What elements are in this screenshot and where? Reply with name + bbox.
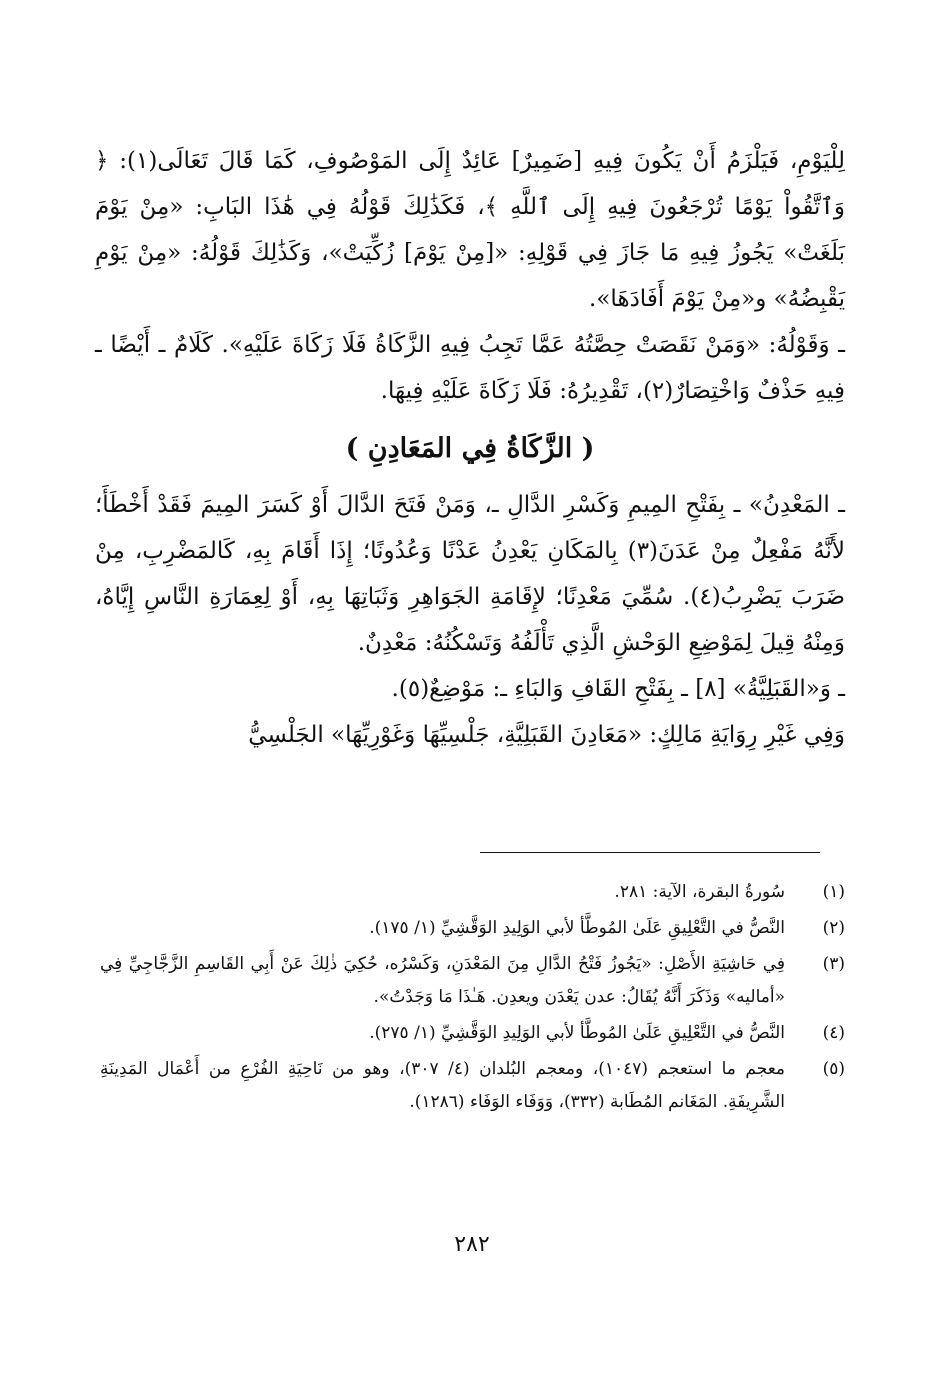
footnote-number: (٣) [822,954,845,974]
footnote-item [100,1017,845,1050]
footnote-text: النَّصُّ في التَّعْلِيقِ عَلَىٰ المُوطَّأ لأبي الوَلِيدِ الوَقَّشِيِّ (١/ ١٧٥). [369,918,785,938]
footnote-number: (٤) [822,1023,845,1043]
footnote-text: النَّصُّ في التَّعْلِيقِ عَلَىٰ المُوطَّأ لأبي الوَلِيدِ الوَقَّشِيِّ (١/ ٢٧٥). [369,1023,785,1043]
main-text [95,138,845,758]
footnote-separator [480,852,820,853]
footnote-item [100,876,845,909]
footnote-text: معجم ما استعجم (١٠٤٧)، ومعجم البُلدان (٤/ ٣٠٧)، وهو من نَاحِيَةِ الفُرْعِ من أَعْمَال المَدِينَةِ الشَّرِيفَةِ. المَغَانم المُطَابة (٣٣٢)، وَوَفَاء الوَفَاء (١٢٨٦). [100,1059,786,1112]
footnote-text: فِي حَاشِيَةِ الأَصْلِ: «يَجُوزُ فَتْحُ الدَّالِ مِنَ المَعْدَنِ، وَكَسْرُه، حُكِيَ ذٰلِكَ عَنْ أَبِي القَاسِمِ الزَّجَّاجِيِّ فِي «أماليه» وَذَكَرَ أَنَّهُ يُقَالُ: عدن يَعْدَن ويعدِن. هَـٰذَا مَا وَجَدْتُ». [100,954,785,1007]
footnote-number: (١) [822,882,845,902]
footnote-number: (٢) [822,918,845,938]
footnote-item [100,912,845,945]
paragraph-5: وَفِي غَيْرِ رِوَايَةِ مَالِكٍ: «مَعَادِنَ القَبَلِيَّةِ، جَلْسِيِّهَا وَغَوْرِيِّهَا» الجَلْسِيُّ [248,722,845,748]
footnote-number: (٥) [822,1059,845,1079]
paragraph-4: ـ وَ«القَبَلِيَّةُ» [٨] ـ بِفَتْحِ القَافِ وَالبَاءِ ـ: مَوْضِعٌ(٥). [391,676,845,702]
paragraph-1: لِلْيَوْمِ، فَيَلْزَمُ أَنْ يَكُونَ فِيهِ [ضَمِيرٌ] عَائِدٌ إِلَى المَوْصُوفِ، كَمَا قَالَ تَعَالَى(١): ﴿ وَٱتَّقُواْ يَوْمًا تُرْجَعُونَ فِيهِ إِلَى ٱللَّهِ ﴾، فَكَذَٰلِكَ قَوْلُهُ فِي هَٰذَا البَابِ: «مِنْ يَوْمَ بَلَغَتْ» يَجُوزُ فِيهِ مَا جَازَ فِي قَوْلِهِ: «[مِنْ يَوْمَ] زُكِّيَتْ»، وَكَذَٰلِكَ قَوْلُهُ: «مِنْ يَوْمِ يَقْبِضُهُ» و«مِنْ يَوْمَ أَفَادَهَا». [95,148,845,312]
page-number: ٢٨٢ [454,1232,490,1257]
paragraph-3: ـ المَعْدِنُ» ـ بِفَتْحِ المِيمِ وَكَسْرِ الدَّالِ ـ، وَمَنْ فَتَحَ الدَّالَ أَوْ كَسَرَ المِيمَ فَقَدْ أَخْطَأَ؛ لأَنَّهُ مَفْعِلٌ مِنْ عَدَنَ(٣) بِالمَكَانِ يَعْدِنُ عَدْنًا وَعُدُونًا؛ إِذَا أَقَامَ بِهِ، كَالمَضْرِبِ، مِنْ ضَرَبَ يَضْرِبُ(٤). سُمِّيَ مَعْدِنًا؛ لإِقَامَةِ الجَوَاهِرِ وَثَبَاتِهَا بِهِ، أَوْ لِعِمَارَةِ النَّاسِ إِيَّاهُ، وَمِنْهُ قِيلَ لِمَوْضِعِ الوَحْشِ الَّذِي تَأْلَفُهُ وَتَسْكُنُهُ: مَعْدِنٌ. [95,492,845,656]
footnote-text: سُورةُ البقرة، الآية: ٢٨١. [614,882,785,902]
footnote-item [100,1053,845,1119]
footnotes [100,876,845,1122]
footnote-item [100,948,845,1014]
section-title: ( الزَّكَاةُ فِي المَعَادِنِ ) [345,433,595,464]
paragraph-2: ـ وَقَوْلُهُ: «وَمَنْ نَقَصَتْ حِصَّتُهُ عَمَّا تَجِبُ فِيهِ الزَّكَاةُ فَلَا زَكَاةَ عَلَيْهِ». كَلَامٌ ـ أَيْضًا ـ فِيهِ حَذْفٌ وَاخْتِصَارٌ(٢)، تَقْدِيرُهُ: فَلَا زَكَاةَ عَلَيْهِ فِيهَا. [95,332,845,404]
